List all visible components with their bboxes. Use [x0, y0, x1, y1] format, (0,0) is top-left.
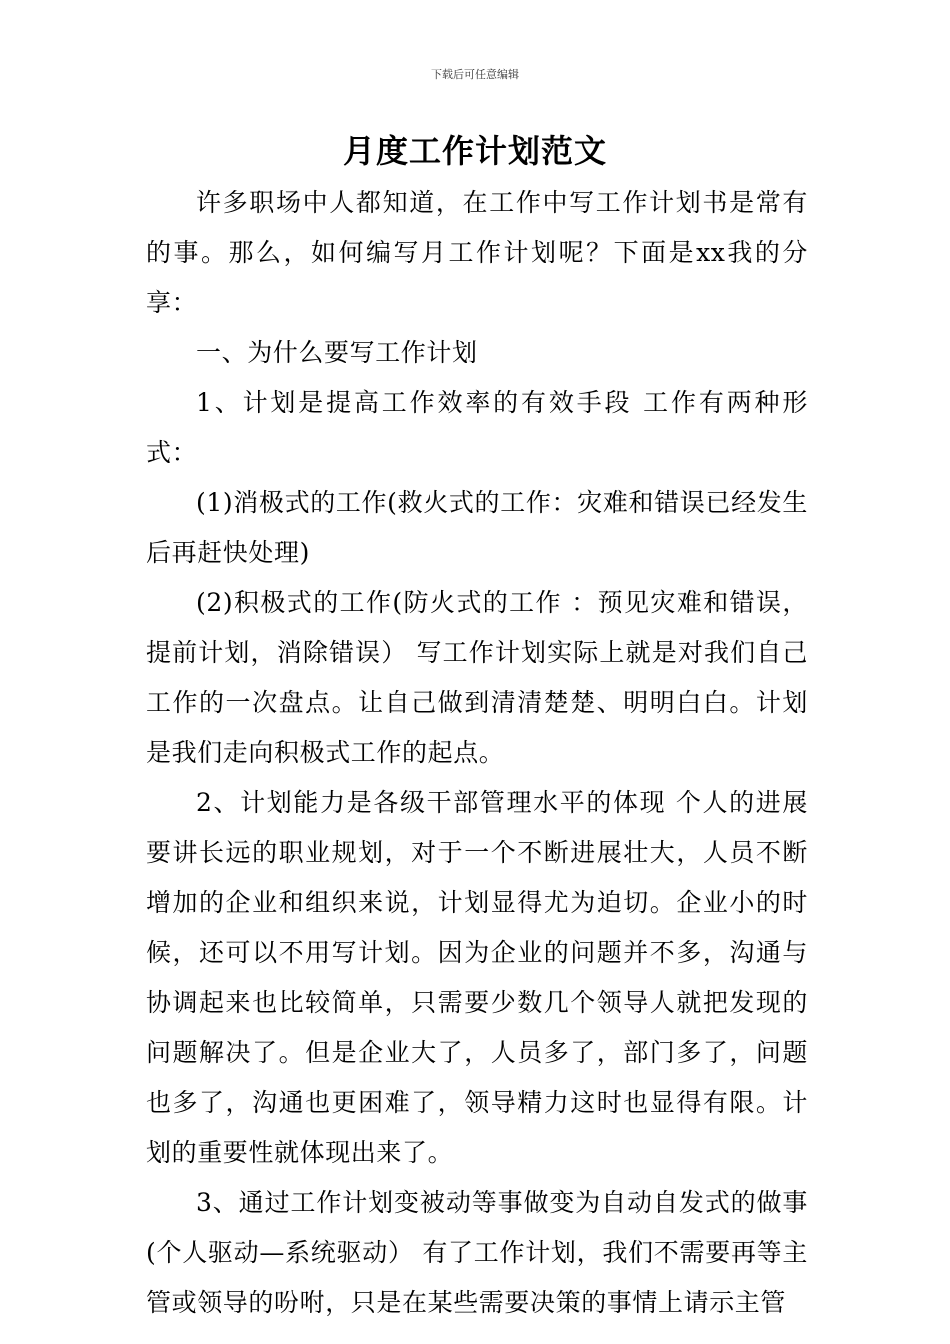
- paragraph-point-2: 2、计划能力是各级干部管理水平的体现 个人的进展要讲长远的职业规划，对于一个不断进展壮大，人员不断增加的企业和组织来说，计划显得尤为迫切。企业小的时候，还可以不用写计划。因为企业的问题并不多，沟通与协调起来也比较简单，只需要少数几个领导人就把发现的问题解决了。但是企业大了，人员多了，部门多了，问题也多了，沟通也更困难了，领导精力这时也显得有限。计划的重要性就体现出来了。: [146, 788, 808, 1167]
- paragraph-active-work: (2)积极式的工作(防火式的工作 ：预见灾难和错误，提前计划，消除错误） 写工作计划实际上就是对我们自己工作的一次盘点。让自己做到清清楚楚、明明白白。计划是我们走向积极式工作的起点。: [146, 588, 808, 767]
- paragraph-point-1: 1、计划是提高工作效率的有效手段 工作有两种形式：: [146, 388, 808, 467]
- document-body: [146, 178, 808, 1328]
- paragraph-passive-work: (1)消极式的工作(救火式的工作：灾难和错误已经发生后再赶快处理): [146, 488, 808, 567]
- paragraph-intro: 许多职场中人都知道，在工作中写工作计划书是常有的事。那么，如何编写月工作计划呢？下面是xx我的分享：: [146, 188, 808, 317]
- paragraph-point-3: 3、通过工作计划变被动等事做变为自动自发式的做事(个人驱动—系统驱动） 有了工作计划，我们不需要再等主管或领导的吩咐，只是在某些需要决策的事情上请示主管: [146, 1188, 808, 1317]
- document-title: 月度工作计划范文: [342, 132, 607, 170]
- section-heading-why-plan: 一、为什么要写工作计划: [196, 338, 478, 367]
- header-note: 下载后可任意编辑: [431, 68, 519, 81]
